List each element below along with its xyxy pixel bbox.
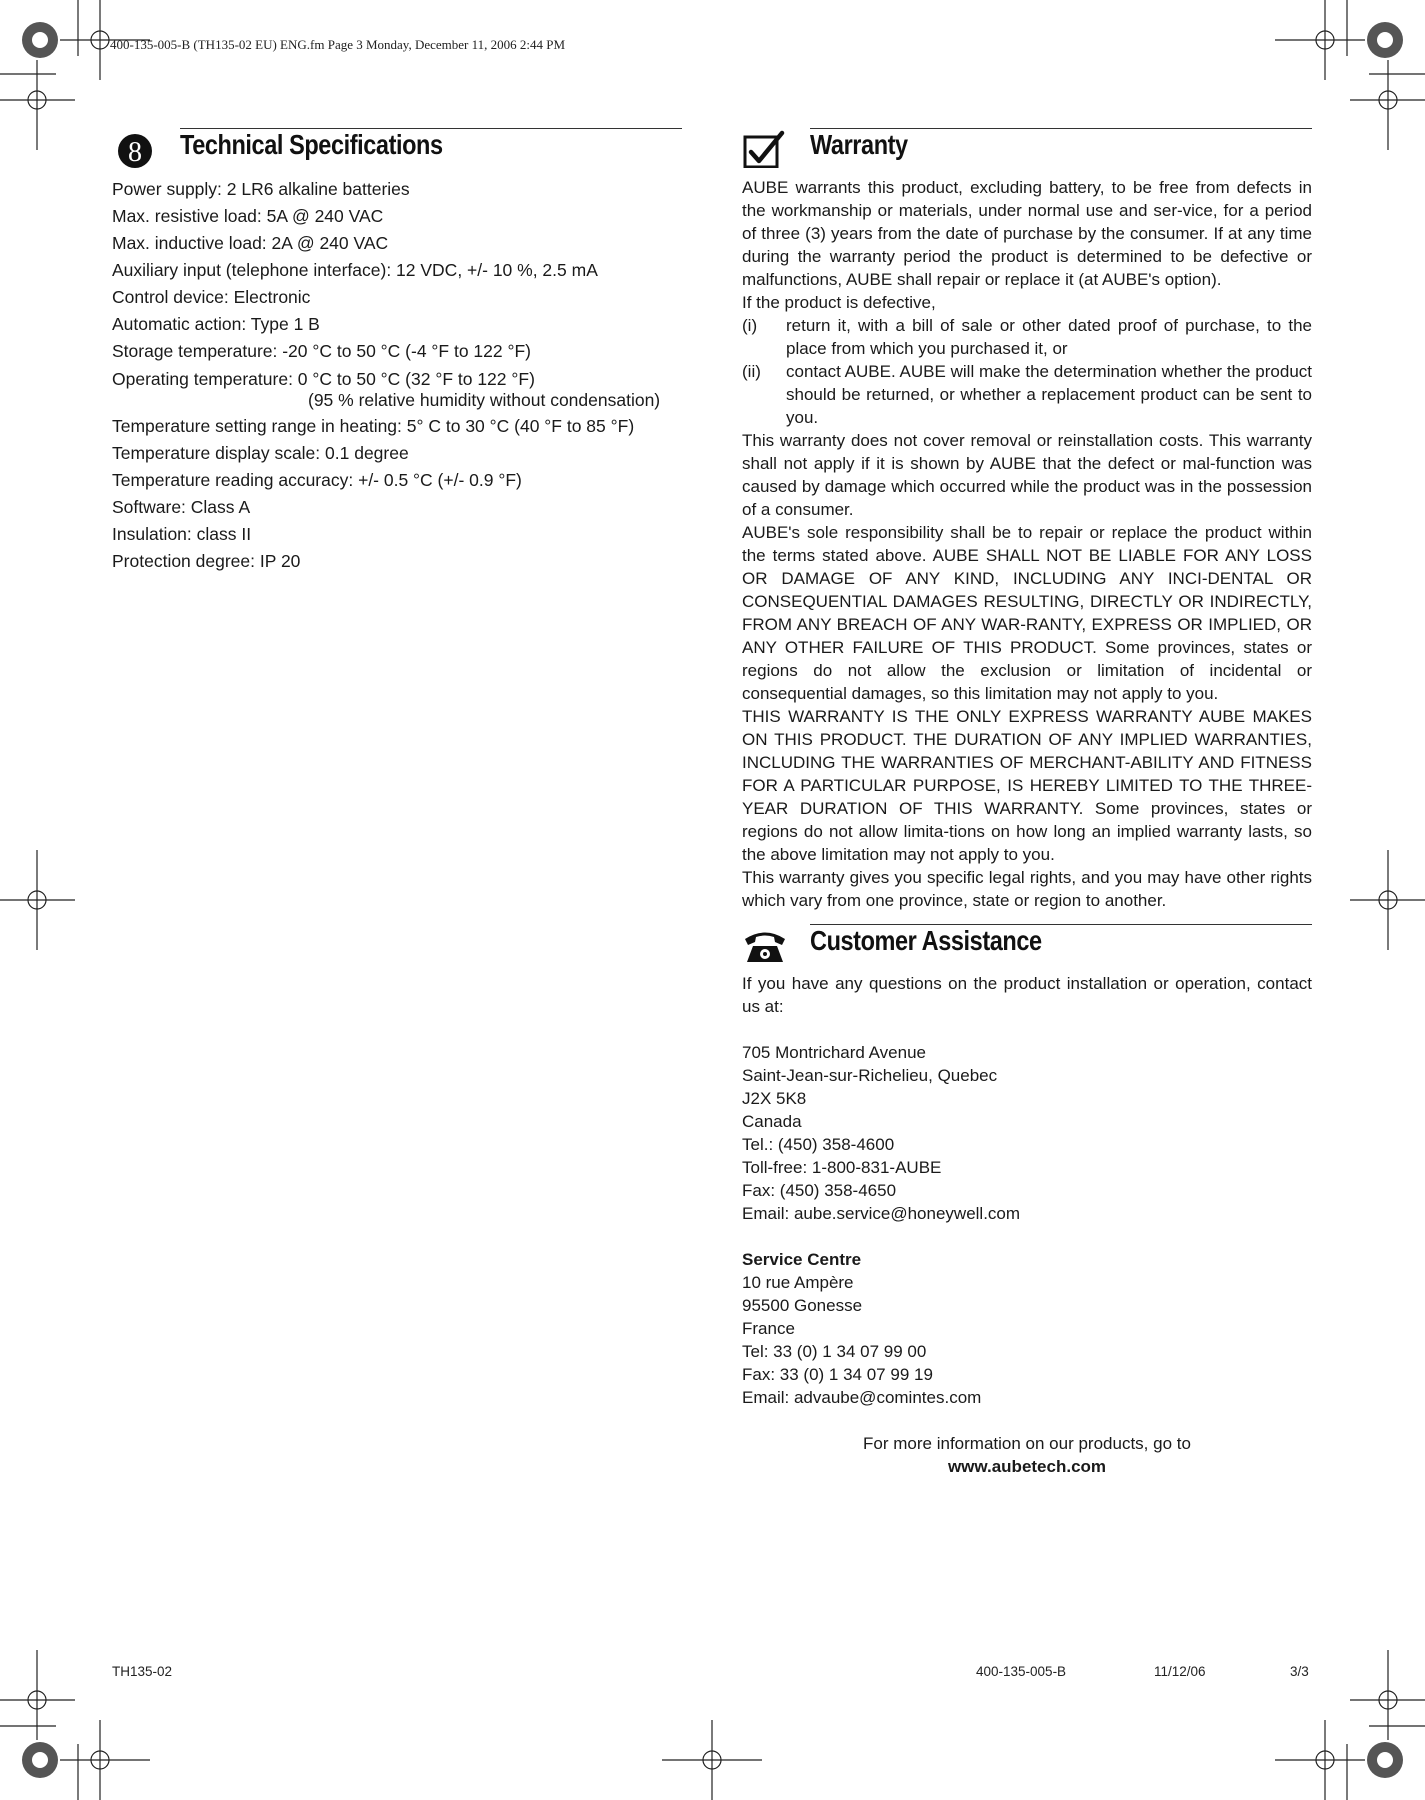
footer-model: TH135-02 (112, 1664, 173, 1679)
address-line: 10 rue Ampère (742, 1273, 854, 1292)
technical-specifications-section (112, 126, 682, 575)
phone-line: Tel: 33 (0) 1 34 07 99 00 (742, 1342, 927, 1361)
crop-mark-bottom (0, 1650, 1425, 1800)
spec-item: Power supply: 2 LR6 alkaline batteries (112, 179, 410, 199)
list-item-text: return it, with a bill of sale or other dated proof of purchase, to the place from which you purchased it, or (786, 316, 1312, 358)
phone-line: Tel.: (450) 358-4600 (742, 1135, 895, 1154)
address-line: Canada (742, 1112, 802, 1131)
technical-specifications-header (112, 126, 682, 170)
footer-doc-number: 400-135-005-B (976, 1664, 1067, 1679)
email-line: Email: advaube@comintes.com (742, 1388, 982, 1407)
warranty-header (742, 126, 1312, 170)
customer-assistance-section (742, 922, 1312, 1478)
section-title: Technical Specifications (180, 129, 443, 160)
right-column (742, 126, 1312, 1478)
address-line: 95500 Gonesse (742, 1296, 863, 1315)
spec-item: Auxiliary input (telephone interface): 12 VDC, +/- 10 %, 2.5 mA (112, 260, 598, 280)
spec-item: Temperature setting range in heating: 5° C to 30 °C (40 °F to 85 °F) (112, 416, 635, 436)
badge-number: 8 (128, 137, 142, 168)
toll-free-line: Toll-free: 1-800-831-AUBE (742, 1158, 942, 1177)
spec-list (112, 176, 682, 575)
email-line: Email: aube.service@honeywell.com (742, 1204, 1021, 1223)
warranty-paragraph: If the product is defective, (742, 293, 936, 312)
print-header: 400-135-005-B (TH135-02 EU) ENG.fm Page 3 Monday, December 11, 2006 2:44 PM (110, 37, 566, 52)
warranty-paragraph: This warranty does not cover removal or reinstallation costs. This warranty shall not apply if it is shown by AUBE that the defect or mal-function was caused by damage which occurred while the product was in the possession of a consumer. (742, 431, 1312, 519)
footer-date: 11/12/06 (1154, 1664, 1206, 1679)
service-centre (742, 1248, 1312, 1409)
warranty-section (742, 126, 1312, 912)
spec-item-note: (95 % relative humidity without condensation) (308, 390, 661, 410)
spec-item: Automatic action: Type 1 B (112, 314, 320, 334)
fax-line: Fax: (450) 358-4650 (742, 1181, 897, 1200)
spec-item: Insulation: class II (112, 524, 252, 544)
checkbox-checked-icon (742, 130, 788, 168)
list-item-number: (i) (742, 316, 758, 335)
warranty-paragraph: THIS WARRANTY IS THE ONLY EXPRESS WARRANTY AUBE MAKES ON THIS PRODUCT. THE DURATION OF ANY IMPLIED WARRANTIES, INCLUDING THE WARRANTIES OF MERCHANT-ABILITY AND FITNESS FOR A PARTICULAR PURPOSE, IS HEREBY LIMITED TO THE THREE-YEAR DURATION OF THIS WARRANTY. Some provinces, states or regions do not allow limita-tions on how long an implied warranty lasts, so the above limitation may not apply to you. (742, 707, 1312, 864)
spec-item: Storage temperature: -20 °C to 50 °C (-4 °F to 122 °F) (112, 341, 532, 361)
service-centre-title: Service Centre (742, 1250, 862, 1269)
warranty-paragraph: AUBE warrants this product, excluding battery, to be free from defects in the workmanship or materials, under normal use and ser-vice, for a period of three (3) years from the date of purchase by the consumer. If at any time during the warranty period the product is determined to be defective or malfunctions, AUBE shall repair or replace it (at AUBE's option). (742, 178, 1312, 289)
assistance-intro: If you have any questions on the product installation or operation, contact us at: (742, 974, 1312, 1016)
address-line: 705 Montrichard Avenue (742, 1043, 926, 1062)
telephone-icon (742, 926, 788, 964)
fax-line: Fax: 33 (0) 1 34 07 99 19 (742, 1365, 933, 1384)
spec-item: Max. inductive load: 2A @ 240 VAC (112, 233, 389, 253)
number-eight-badge-icon (112, 130, 158, 168)
address-line: France (742, 1319, 795, 1338)
website-link[interactable]: www.aubetech.com (947, 1457, 1107, 1476)
spec-item: Protection degree: IP 20 (112, 551, 301, 571)
more-info-text: For more information on our products, go to (863, 1434, 1191, 1453)
list-item-text: contact AUBE. AUBE will make the determination whether the product should be returned, or whether a replacement product can be sent to you. (786, 362, 1312, 427)
section-title: Warranty (810, 129, 908, 160)
warranty-paragraph: This warranty gives you specific legal rights, and you may have other rights which vary from one province, state or region to another. (742, 868, 1312, 910)
spec-item: Control device: Electronic (112, 287, 311, 307)
spec-item: Max. resistive load: 5A @ 240 VAC (112, 206, 384, 226)
spec-item: Temperature reading accuracy: +/- 0.5 °C (+/- 0.9 °F) (112, 470, 522, 490)
contact-address (742, 1041, 1312, 1225)
list-item (742, 360, 1312, 429)
customer-assistance-header (742, 922, 1312, 966)
spec-item: Temperature display scale: 0.1 degree (112, 443, 409, 463)
warranty-paragraph: AUBE's sole responsibility shall be to repair or replace the product within the terms stated above. AUBE SHALL NOT BE LIABLE FOR ANY LOSS OR DAMAGE OF ANY KIND, INCLUDING ANY INCI-DENTAL OR CONSEQUENTIAL DAMAGES RESULTING, DIRECTLY OR INDIRECTLY, FROM ANY BREACH OF ANY WAR-RANTY, EXPRESS OR IMPLIED, OR ANY OTHER FAILURE OF THIS PRODUCT. Some provinces, states or regions do not allow the exclusion or limitation of incidental or consequential damages, so this limitation may not apply to you. (742, 523, 1312, 703)
list-item-number: (ii) (742, 362, 761, 381)
list-item (742, 314, 1312, 360)
spec-item: Software: Class A (112, 497, 251, 517)
section-title: Customer Assistance (810, 925, 1042, 956)
footer-page-number: 3/3 (1290, 1664, 1309, 1679)
address-line: Saint-Jean-sur-Richelieu, Quebec (742, 1066, 998, 1085)
spec-item: Operating temperature: 0 °C to 50 °C (32 °F to 122 °F) (112, 369, 535, 389)
address-line: J2X 5K8 (742, 1089, 807, 1108)
warranty-text (742, 176, 1312, 912)
